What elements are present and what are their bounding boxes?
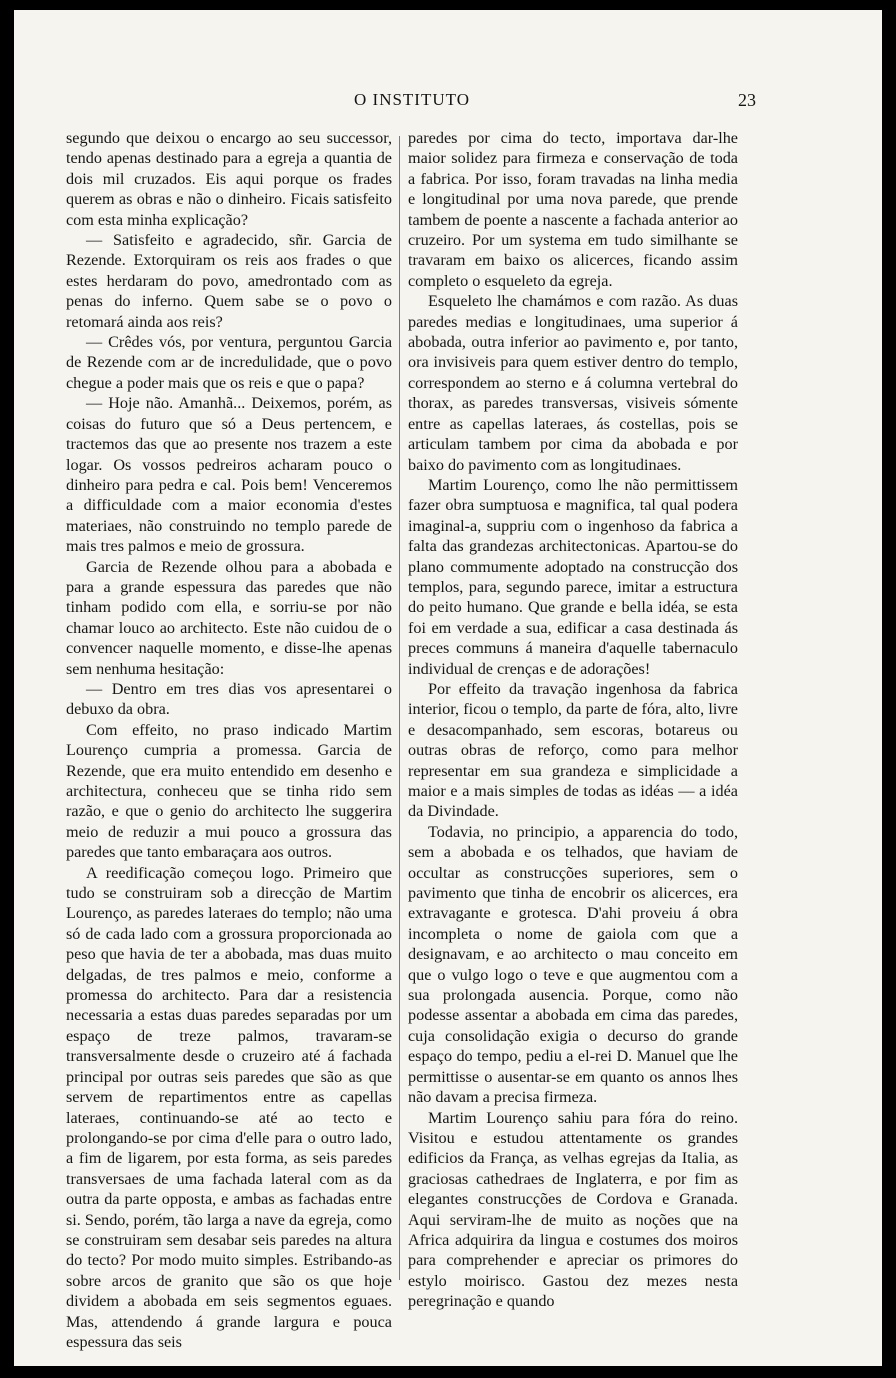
page — [14, 10, 882, 1366]
paragraph: Por effeito da travação ingenhosa da fabrica interior, ficou o templo, da parte de fóra, alto, livre e desacompanhado, sem escoras, botareus ou outras obras de reforço, como para melhor representar em sua grandeza e simplicidade a maior e a mais simples de todas as idéas — a idéa da Divindade. — [408, 679, 738, 821]
paragraph: A reedificação começou logo. Primeiro que tudo se construiram sob a direcção de Martim Lourenço, as paredes lateraes do templo; não uma só de cada lado com a grossura proporcionada ao peso que havia de ter a abobada, mas duas muito delgadas, de tres palmos e meio, conforme a promessa do architecto. Para dar a resistencia necessaria a estas duas paredes separadas por um espaço de treze palmos, travaram-se transversalmente desde o cruzeiro até á fachada principal por outras seis paredes que são as que servem de repartimentos entre as capellas lateraes, continuando-se até ao tecto e prolongando-se por cima d'elle para o outro lado, a fim de ligarem, por esta forma, as seis paredes transversaes de uma fachada lateral com as da outra da parte opposta, e ambas as fachadas entre si. Sendo, porém, tão larga a nave da egreja, como se construiram sem desabar seis paredes na altura do tecto? Por modo muito simples. Estribando-as sobre arcos de granito que são os que hoje dividem a abobada em seis segmentos eguaes. Mas, attendendo á grande largura e pouca espessura das seis — [66, 863, 392, 1351]
paragraph: Garcia de Rezende olhou para a abobada e para a grande espessura das paredes que não tinham podido com ella, e sorriu-se por não chamar louco ao architecto. Este não cuidou de o convencer naquelle momento, e disse-lhe apenas sem nenhuma hesitação: — [66, 557, 392, 678]
left-column — [66, 128, 392, 1351]
paragraph: paredes por cima do tecto, importava dar-lhe maior solidez para firmeza e conservação de toda a fabrica. Por isso, foram travadas na linha media e longitudinal por uma nova parede, que prende tambem de poente a nascente a fachada anterior ao cruzeiro. Por um systema em tudo similhante se travaram em baixo os alicerces, ficando assim completo o esqueleto da egreja. — [408, 129, 738, 290]
paragraph: Martim Lourenço sahiu para fóra do reino. Visitou e estudou attentamente os grandes edificios da França, as velhas egrejas da Italia, as graciosas cathedraes de Inglaterra, e por fim as elegantes construcções de Cordova e Granada. Aqui serviram-lhe de muito as noções que na Africa adquirira da lingua e costumes dos moiros para comprehender e apreciar os primores do estylo moirisco. Gastou dez mezes nesta peregrinação e quando — [408, 1108, 738, 1311]
running-header-title: O INSTITUTO — [354, 90, 470, 109]
paragraph: Esqueleto lhe chamámos e com razão. As duas paredes medias e longitudinaes, uma superior á abobada, outra inferior ao pavimento e, por tanto, ora invisiveis para quem estiver dentro do templo, correspondem ao sterno e á columna vertebral do thorax, as paredes transversas, visiveis sómente entre as capellas lateraes, ás costellas, pois se articulam tambem por cima da abobada e por baixo do pavimento com as longitudinaes. — [408, 292, 738, 474]
paragraph: — Hoje não. Amanhã... Deixemos, porém, as coisas do futuro que só a Deus pertencem, e tractemos das que ao presente nos trazem a este logar. Os vossos pedreiros acharam pouco o dinheiro para pedra e cal. Pois bem! Venceremos a difficuldade com a maior economia d'estes materiaes, não construindo no templo parede de mais tres palmos e meio de grossura. — [66, 394, 392, 556]
page-number: 23 — [738, 90, 756, 110]
paragraph: — Dentro em tres dias vos apresentarei o debuxo da obra. — [66, 679, 392, 719]
paragraph: — Satisfeito e agradecido, sñr. Garcia de Rezende. Extorquiram os reis aos frades o que estes herdaram do povo, amedrontado com as penas do inferno. Quem sabe se o povo o retomará ainda aos reis? — [66, 231, 392, 331]
paragraph: Com effeito, no praso indicado Martim Lourenço cumpria a promessa. Garcia de Rezende, que era muito entendido em desenho e architectura, conheceu que se tinha rido sem razão, e que o genio do architecto lhe suggerira meio de reduzir a mui pouco a grossura das paredes que tanto embaraçara aos outros. — [66, 720, 392, 862]
column-divider — [399, 136, 400, 1280]
paragraph: — Crêdes vós, por ventura, perguntou Garcia de Rezende com ar de incredulidade, que o povo chegue a poder mais que os reis e que o papa? — [66, 333, 392, 392]
right-column — [408, 128, 738, 1311]
paragraph: Martim Lourenço, como lhe não permittissem fazer obra sumptuosa e magnifica, tal qual podera imaginal-a, suppriu com o ingenhoso da fabrica a falta das grandezas architectonicas. Apartou-se do plano commumente adoptado na construcção dos templos, para, segundo parece, imitar a estructura do peito humano. Que grande e bella idéa, se esta foi em verdade a sua, edificar a casa destinada ás preces communs á maneira d'aquelle tabernaculo individual de crenças e de adorações! — [408, 475, 738, 678]
paragraph: segundo que deixou o encargo ao seu successor, tendo apenas destinado para a egreja a quantia de dois mil cruzados. Eis aqui porque os frades querem as obras e não o dinheiro. Ficais satisfeito com esta minha explicação? — [66, 129, 392, 229]
paragraph: Todavia, no principio, a apparencia do todo, sem a abobada e os telhados, que haviam de occultar as construcções superiores, sem o pavimento que tinha de encobrir os alicerces, era extravagante e grotesca. D'ahi proveiu á obra incompleta o nome de gaiola com que a designavam, e ao architecto o mau conceito em que o vulgo logo o teve e que augmentou com a sua prolongada ausencia. Porque, como não podesse assentar a abobada em cima das paredes, cuja consolidação exigia o decurso do grande espaço do tempo, pediu a el-rei D. Manuel que lhe permittisse o ausentar-se em quanto os annos lhes não davam a precisa firmeza. — [408, 822, 738, 1107]
